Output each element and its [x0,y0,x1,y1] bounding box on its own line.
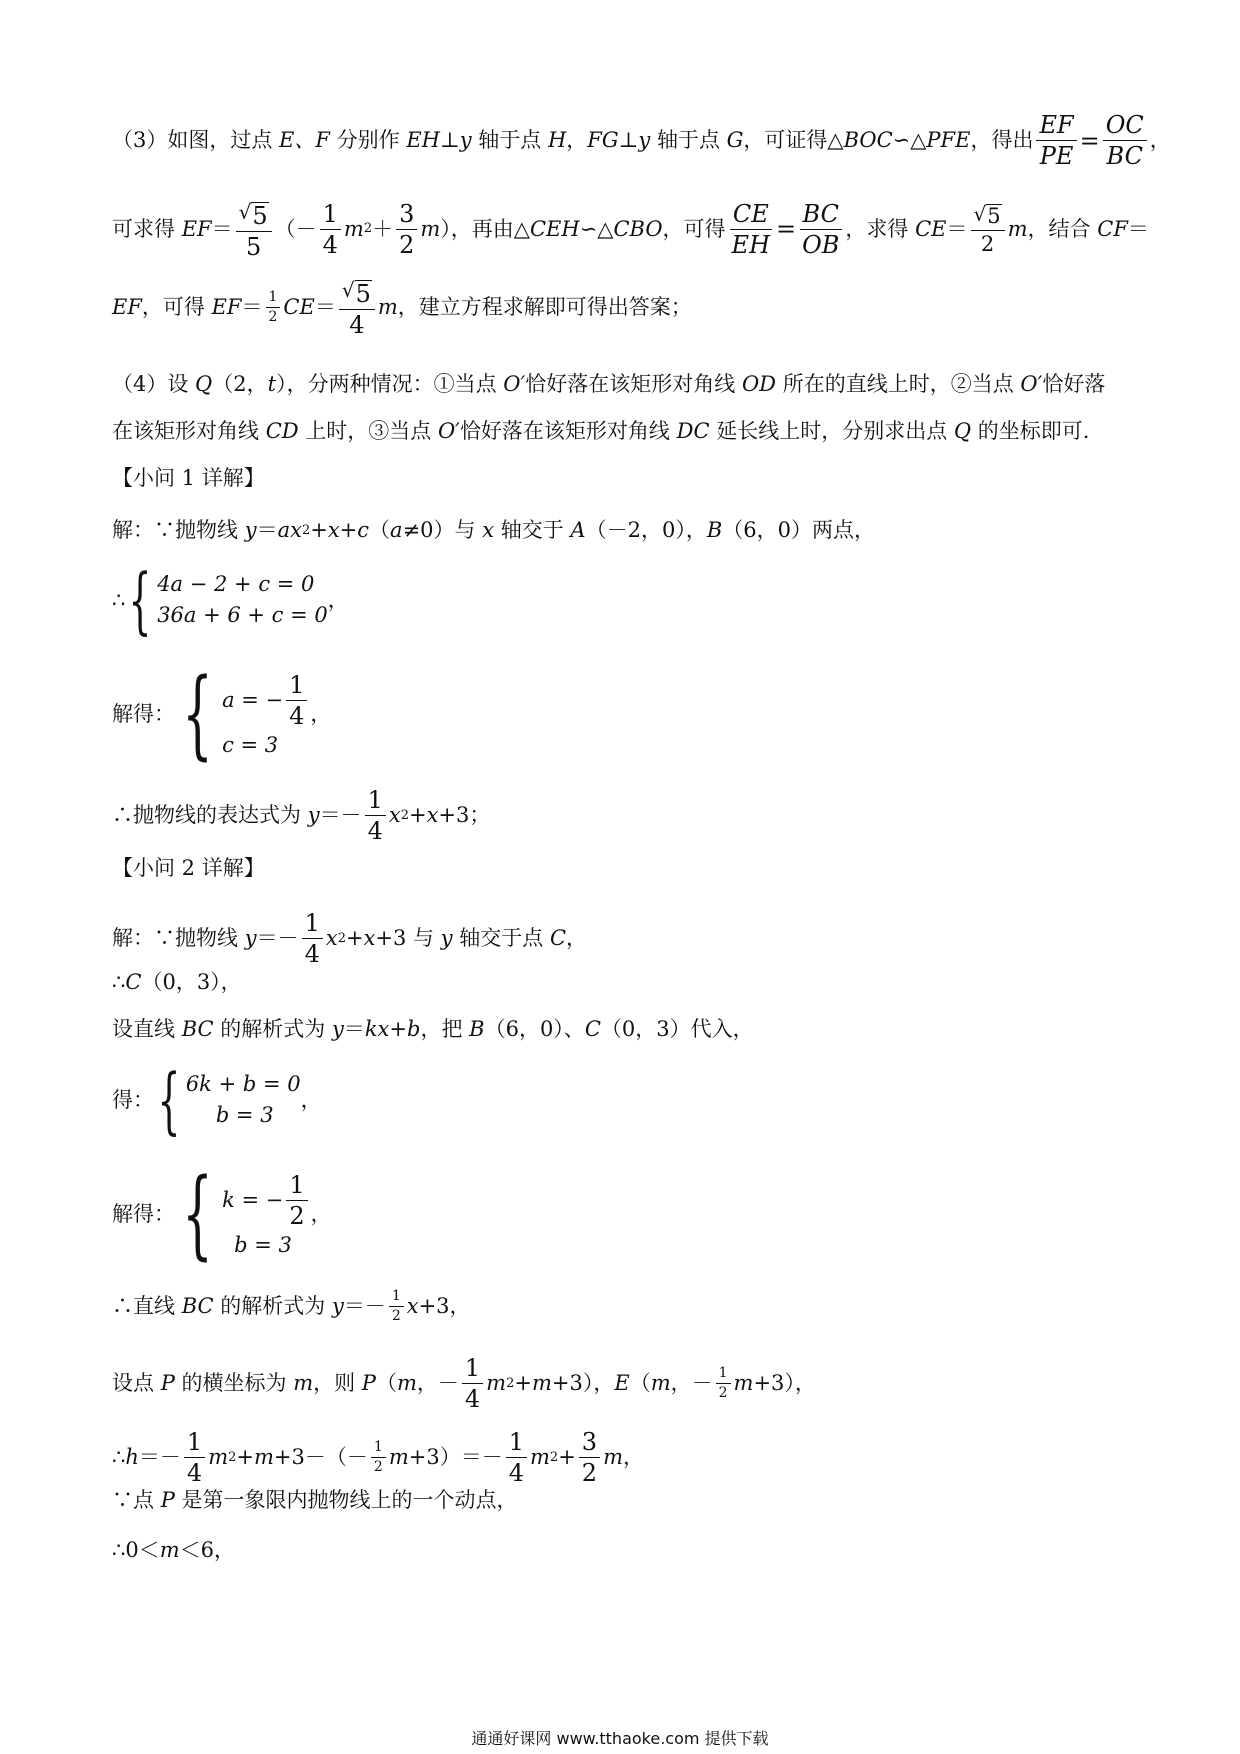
brace: { [157,1058,181,1142]
fraction-oc-bc: $\frac{OC}{BC}$ [1103,112,1147,170]
brace: { [182,1158,213,1270]
brace: { [182,658,213,770]
q2-line-7: ∵点 P 是第一象限内抛物线上的一个动点， [112,1488,518,1512]
para-4-line-1: （4）设 Q （2， t ），分两种情况：①当点 O′ 恰好落在该矩形对角线 OD 所在的直线上时，②当点 O′ 恰好落 [112,372,1106,396]
fraction: $\frac{1}{2}$ [716,1366,731,1402]
fraction: $\frac{1}{4}$ [320,201,341,259]
page-footer: 通通好课网 www.tthaoke.com 提供下载 [471,1729,769,1748]
equation-system: 6k + b = 0 b = 3 [185,1072,301,1127]
fraction: $\frac{3}{2}$ [396,201,417,259]
para-3-line-3: EF ，可得 EF ＝ $\frac{1}{2}$ CE ＝ √ 5 4 m ，建立方程求解即可得出答案； [112,278,692,340]
q2-line-5: 设点 P 的横坐标为 m ，则 P （ m ，－ $\frac{1}{4}$ m 2 + m +3）， E （ m ，－ $\frac{1}{2}$ m +3）， [112,1354,816,1414]
para-4-line-2: 在该矩形对角线 CD 上时，③当点 O′ 恰好落在该矩形对角线 DC 延长线上时，分别求出点 Q 的坐标即可. [112,419,1090,443]
q2-solution-system: 解得： { k = − $\frac{1}{2}$ b = 3 ， [112,1158,332,1270]
fraction: $\frac{1}{2}$ [266,290,281,326]
equation-system: k = − $\frac{1}{2}$ b = 3 [222,1172,311,1257]
fraction: $\frac{1}{2}$ [371,1440,386,1476]
fraction: $\frac{1}{4}$ [184,1429,205,1487]
fraction: √ 5 2 [971,203,1005,256]
fraction: $\frac{1}{4}$ [365,787,386,845]
para-3-line-1: （3）如图，过点 E、F 分别作 EH ⊥ y 轴于点 H ， FG ⊥ y 轴于点 G ，可证得△ BOC ∽△ PFE ，得出 $\frac{EF}{PE}$ = $\frac{OC}{BC}$ ， [112,111,1171,171]
q2-line-2: ∴ C （0，3）， [112,970,242,994]
fraction-sqrt5-over-5: √ 5 5 [236,198,272,261]
fraction: $\frac{1}{4}$ [462,1355,483,1413]
q1-equation-system: ∴ { 4a − 2 + c = 0 36a + 6 + c = 0 ， [112,558,349,642]
text-line: k = − $\frac{1}{2}$ [222,1172,311,1230]
fraction: $\frac{1}{2}$ [286,1172,307,1230]
fraction: $\frac{1}{4}$ [286,672,307,730]
fraction: $\frac{1}{4}$ [506,1429,527,1487]
fraction: $\frac{3}{2}$ [579,1429,600,1487]
q2-line-1: 解：∵抛物线 y ＝－ $\frac{1}{4}$ x 2 + x +3 与 y 轴交于点 C ， [112,909,588,969]
q1-result: ∴抛物线的表达式为 y ＝－ $\frac{1}{4}$ x 2 + x +3； [112,786,491,846]
q1-solution-system: 解得： { a = − $\frac{1}{4}$ c = 3 ， [112,658,332,770]
q2-equation-system: 得： { 6k + b = 0 b = 3 ， [112,1058,322,1142]
fraction: $\frac{BC}{OB}$ [799,201,842,259]
fraction: $\frac{1}{2}$ [389,1289,404,1325]
q1-line-1: 解：∵抛物线 y ＝ ax 2 + x + c （ a ≠0）与 x 轴交于 A （－2，0）， B （6，0）两点， [112,518,875,542]
section-heading-q2: 【小问 2 详解】 [112,856,265,880]
section-heading-q1: 【小问 1 详解】 [112,466,265,490]
q2-line-6: ∴ h ＝－ $\frac{1}{4}$ m 2 + m +3－（－ $\frac{1}{2}$ m +3）＝－ $\frac{1}{4}$ m 2 + $\frac{3}{2}$ m ， [112,1428,644,1488]
equation-system: 4a − 2 + c = 0 36a + 6 + c = 0 [157,572,328,627]
equation-system: a = − $\frac{1}{4}$ c = 3 [222,672,310,757]
brace: { [128,558,152,642]
q2-line-3: 设直线 BC 的解析式为 y ＝ kx + b ，把 B （6，0）、 C （0，3）代入， [112,1017,754,1041]
para-3-line-2: 可求得 EF ＝ √ 5 5 （－ $\frac{1}{4}$ m 2 ＋ $\frac{3}{2}$ m ），再由△ CEH ∽△ CBO ，可得 $\frac{CE}{EH}$ = $\frac{BC}{OB}$ ，求得 CE ＝ √ 5 2 m ，结合 CF ＝ [112,199,1149,262]
q2-line-8: ∴0＜ m ＜6， [112,1538,236,1562]
fraction: $\frac{1}{4}$ [302,910,323,968]
fraction: $\frac{CE}{EH}$ [731,199,770,259]
fraction-ef-pe: $\frac{EF}{PE}$ [1036,112,1076,170]
text-line: a = − $\frac{1}{4}$ [222,672,310,730]
q2-line-4: ∴直线 BC 的解析式为 y ＝－ $\frac{1}{2}$ x +3， [112,1288,471,1325]
fraction: √ 5 4 [339,276,375,339]
